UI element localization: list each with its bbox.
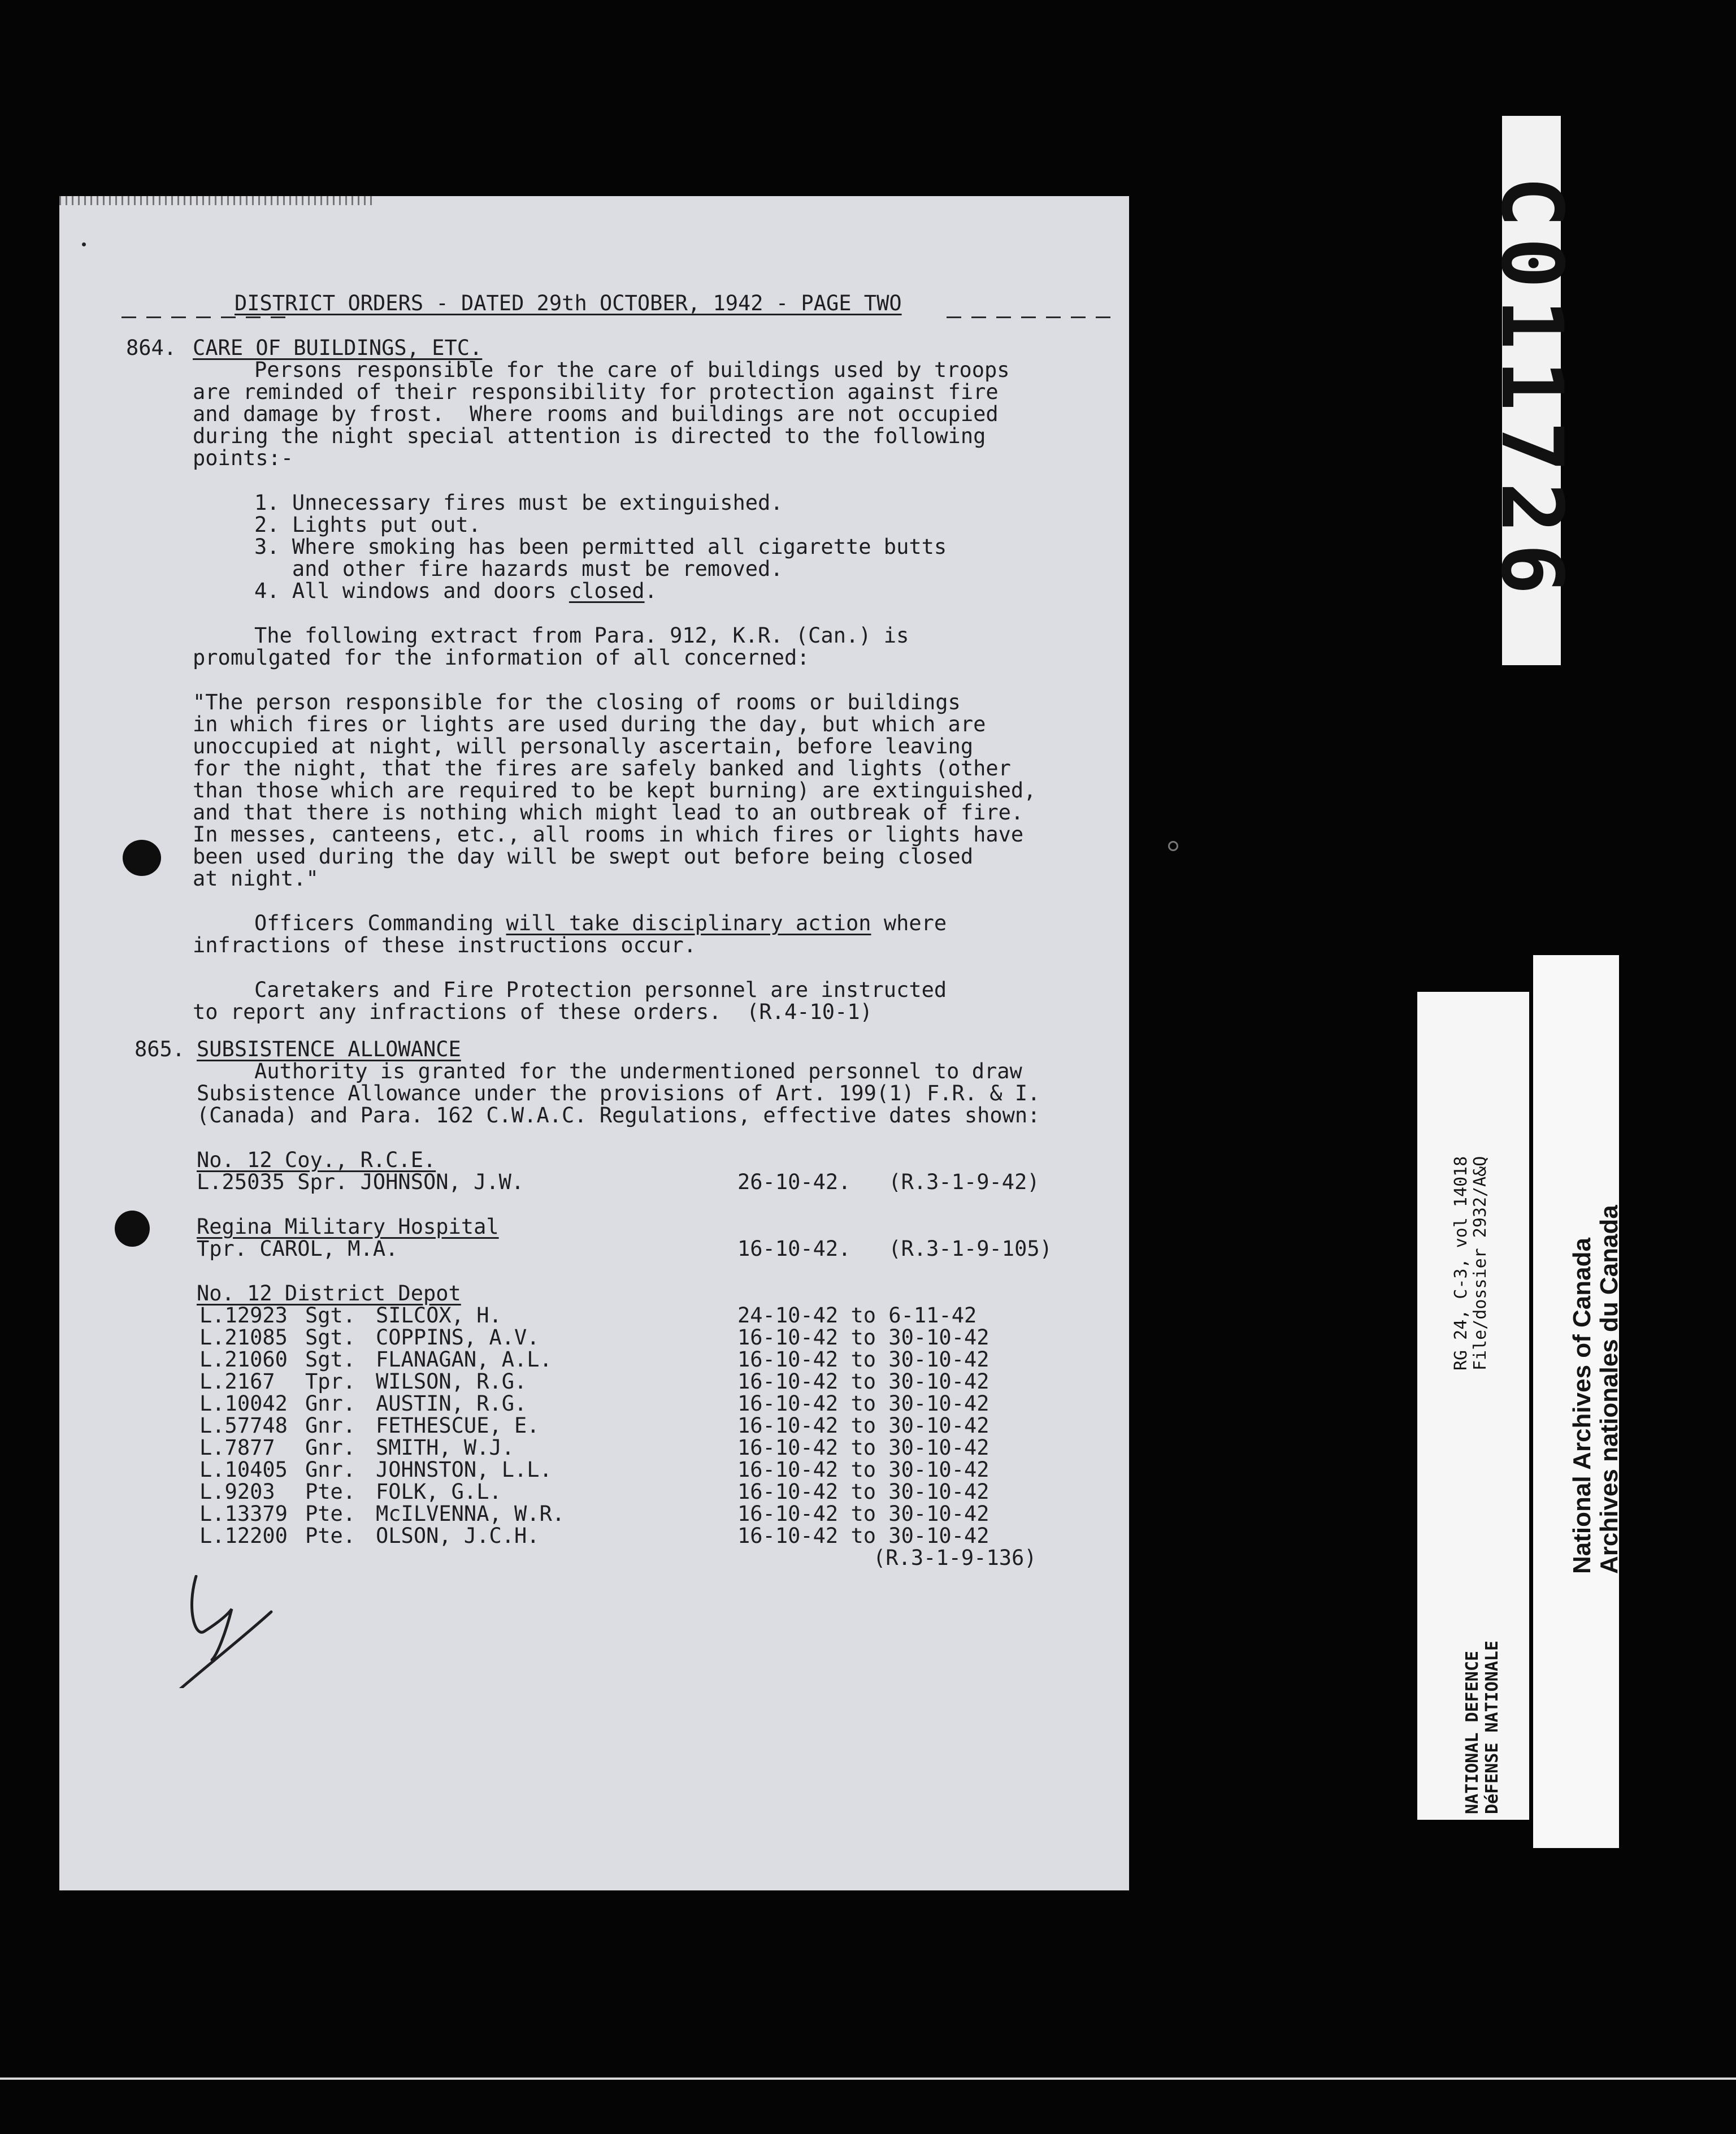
department-label: NATIONAL DEFENCE <box>1462 1651 1482 1814</box>
department-label: DéFENSE NATIONALE <box>1482 1640 1502 1814</box>
film-frame-edge <box>0 2077 1736 2080</box>
roster-dates: 16-10-42 to 30-10-42 <box>737 1369 989 1394</box>
paper-mark <box>82 242 86 246</box>
roster-rank: Pte. <box>305 1480 356 1504</box>
roster-name: FETHESCUE, E. <box>376 1413 540 1438</box>
frame-number-strip <box>1482 116 1581 665</box>
unit-heading: No. 12 Coy., R.C.E. <box>197 1148 436 1172</box>
quote-line: and that there is nothing which might lead to an outbreak of fire. <box>193 800 1024 825</box>
roster-number: L.10042 <box>199 1391 288 1416</box>
roster-rank: Tpr. <box>305 1369 356 1394</box>
roster-rank: Sgt. <box>305 1325 356 1350</box>
frame-number: C011726 <box>1482 176 1581 605</box>
list-item: 2. Lights put out. <box>254 513 481 537</box>
regulation-reference: (R.3-1-9-136) <box>873 1546 1037 1570</box>
list-item: 1. Unnecessary fires must be extinguished. <box>254 491 783 515</box>
roster-number: L.7877 <box>199 1435 275 1460</box>
roster-name: SILCOX, H. <box>376 1303 502 1328</box>
roster-name: FLANAGAN, A.L. <box>376 1347 552 1372</box>
paragraph-line: infractions of these instructions occur. <box>193 933 697 957</box>
allowance-entry: Tpr. CAROL, M.A. <box>197 1237 398 1261</box>
roster-rank: Pte. <box>305 1502 356 1526</box>
paragraph-line: and damage by frost. Where rooms and buildings are not occupied <box>193 402 999 426</box>
quote-line: unoccupied at night, will personally ascertain, before leaving <box>193 734 974 758</box>
roster-dates: 24-10-42 to 6-11-42 <box>737 1303 977 1328</box>
roster-rank: Gnr. <box>305 1413 356 1438</box>
roster-name: SMITH, W.J. <box>376 1435 515 1460</box>
roster-name: COPPINS, A.V. <box>376 1325 540 1350</box>
quote-line: been used during the day will be swept out before being closed <box>193 844 974 869</box>
quote-line: "The person responsible for the closing of rooms or buildings <box>193 690 961 714</box>
paper-edge-scuff <box>59 196 376 205</box>
roster-dates: 16-10-42 to 30-10-42 <box>737 1480 989 1504</box>
archive-reference-card <box>1417 992 1529 1820</box>
roster-rank: Gnr. <box>305 1435 356 1460</box>
unit-heading: No. 12 District Depot <box>197 1281 461 1305</box>
roster-rank: Sgt. <box>305 1347 356 1372</box>
roster-dates: 16-10-42 to 30-10-42 <box>737 1435 989 1460</box>
paragraph-line: Authority is granted for the undermentioned personnel to draw <box>254 1059 1022 1083</box>
roster-rank: Sgt. <box>305 1303 356 1328</box>
unit-heading: Regina Military Hospital <box>197 1215 499 1239</box>
roster-number: L.10405 <box>199 1458 288 1482</box>
roster-dates: 16-10-42 to 30-10-42 <box>737 1325 989 1350</box>
section-title-864: CARE OF BUILDINGS, ETC. <box>193 336 483 360</box>
list-item: 3. Where smoking has been permitted all cigarette butts <box>254 535 947 559</box>
paragraph-line: points:- <box>193 446 294 470</box>
section-number-864: 864. <box>126 336 177 360</box>
section-title-865: SUBSISTENCE ALLOWANCE <box>197 1037 461 1061</box>
quote-line: for the night, that the fires are safely banked and lights (other <box>193 756 1011 780</box>
allowance-entry: L.25035 Spr. JOHNSON, J.W. <box>197 1170 524 1194</box>
roster-dates: 16-10-42 to 30-10-42 <box>737 1413 989 1438</box>
roster-number: L.13379 <box>199 1502 288 1526</box>
archives-card <box>1533 955 1623 1848</box>
punch-hole <box>123 840 161 876</box>
roster-number: L.12200 <box>199 1524 288 1548</box>
allowance-date: 16-10-42. (R.3-1-9-105) <box>737 1237 1052 1261</box>
paragraph-line: Subsistence Allowance under the provisions of Art. 199(1) F.R. & I. <box>197 1081 1040 1105</box>
paragraph-line: during the night special attention is directed to the following <box>193 424 986 448</box>
quote-line: than those which are required to be kept burning) are extinguished, <box>193 778 1036 803</box>
allowance-date: 26-10-42. (R.3-1-9-42) <box>737 1170 1040 1194</box>
document-sheet <box>59 196 1129 1890</box>
paragraph-line: to report any infractions of these orders. (R.4-10-1) <box>193 1000 873 1024</box>
paragraph-line: Persons responsible for the care of buildings used by troops <box>254 358 1010 382</box>
roster-name: JOHNSTON, L.L. <box>376 1458 552 1482</box>
paragraph-line: are reminded of their responsibility for protection against fire <box>193 380 999 404</box>
roster-dates: 16-10-42 to 30-10-42 <box>737 1347 989 1372</box>
roster-number: L.21085 <box>199 1325 288 1350</box>
list-item: 4. All windows and doors closed. <box>254 579 657 603</box>
film-speck <box>1168 841 1178 851</box>
roster-number: L.57748 <box>199 1413 288 1438</box>
header-rule-left <box>121 316 285 318</box>
roster-number: L.21060 <box>199 1347 288 1372</box>
paragraph-line: The following extract from Para. 912, K.R. (Can.) is <box>254 623 909 648</box>
paragraph-line: (Canada) and Para. 162 C.W.A.C. Regulations, effective dates shown: <box>197 1103 1040 1127</box>
roster-dates: 16-10-42 to 30-10-42 <box>737 1502 989 1526</box>
roster-rank: Gnr. <box>305 1391 356 1416</box>
roster-number: L.12923 <box>199 1303 288 1328</box>
paragraph-line: promulgated for the information of all concerned: <box>193 645 810 670</box>
roster-name: WILSON, R.G. <box>376 1369 527 1394</box>
roster-name: AUSTIN, R.G. <box>376 1391 527 1416</box>
header-rule-right <box>947 316 1116 318</box>
page-header: DISTRICT ORDERS - DATED 29th OCTOBER, 1942 - PAGE TWO <box>235 291 902 315</box>
roster-name: FOLK, G.L. <box>376 1480 502 1504</box>
quote-line: at night." <box>193 866 319 891</box>
archives-name-en: National Archives of Canada <box>1568 1238 1596 1574</box>
roster-number: L.9203 <box>199 1480 275 1504</box>
roster-dates: 16-10-42 to 30-10-42 <box>737 1458 989 1482</box>
roster-dates: 16-10-42 to 30-10-42 <box>737 1391 989 1416</box>
paragraph-line: Officers Commanding will take disciplinary action where <box>254 911 947 935</box>
quote-line: in which fires or lights are used during the day, but which are <box>193 712 986 736</box>
roster-name: McILVENNA, W.R. <box>376 1502 565 1526</box>
archive-reference-line: RG 24, C-3, vol 14018 <box>1451 1156 1471 1370</box>
section-number-865: 865. <box>134 1037 185 1061</box>
roster-number: L.2167 <box>199 1369 275 1394</box>
handwritten-initials <box>133 1575 297 1688</box>
roster-rank: Gnr. <box>305 1458 356 1482</box>
paragraph-line: Caretakers and Fire Protection personnel are instructed <box>254 978 947 1002</box>
archive-reference-line: File/dossier 2932/A&Q <box>1470 1156 1490 1370</box>
punch-hole <box>115 1211 150 1247</box>
roster-name: OLSON, J.C.H. <box>376 1524 540 1548</box>
roster-dates: 16-10-42 to 30-10-42 <box>737 1524 989 1548</box>
roster-rank: Pte. <box>305 1524 356 1548</box>
list-item: and other fire hazards must be removed. <box>254 557 783 581</box>
archives-name-fr: Archives nationales du Canada <box>1595 1205 1623 1574</box>
quote-line: In messes, canteens, etc., all rooms in which fires or lights have <box>193 822 1024 847</box>
